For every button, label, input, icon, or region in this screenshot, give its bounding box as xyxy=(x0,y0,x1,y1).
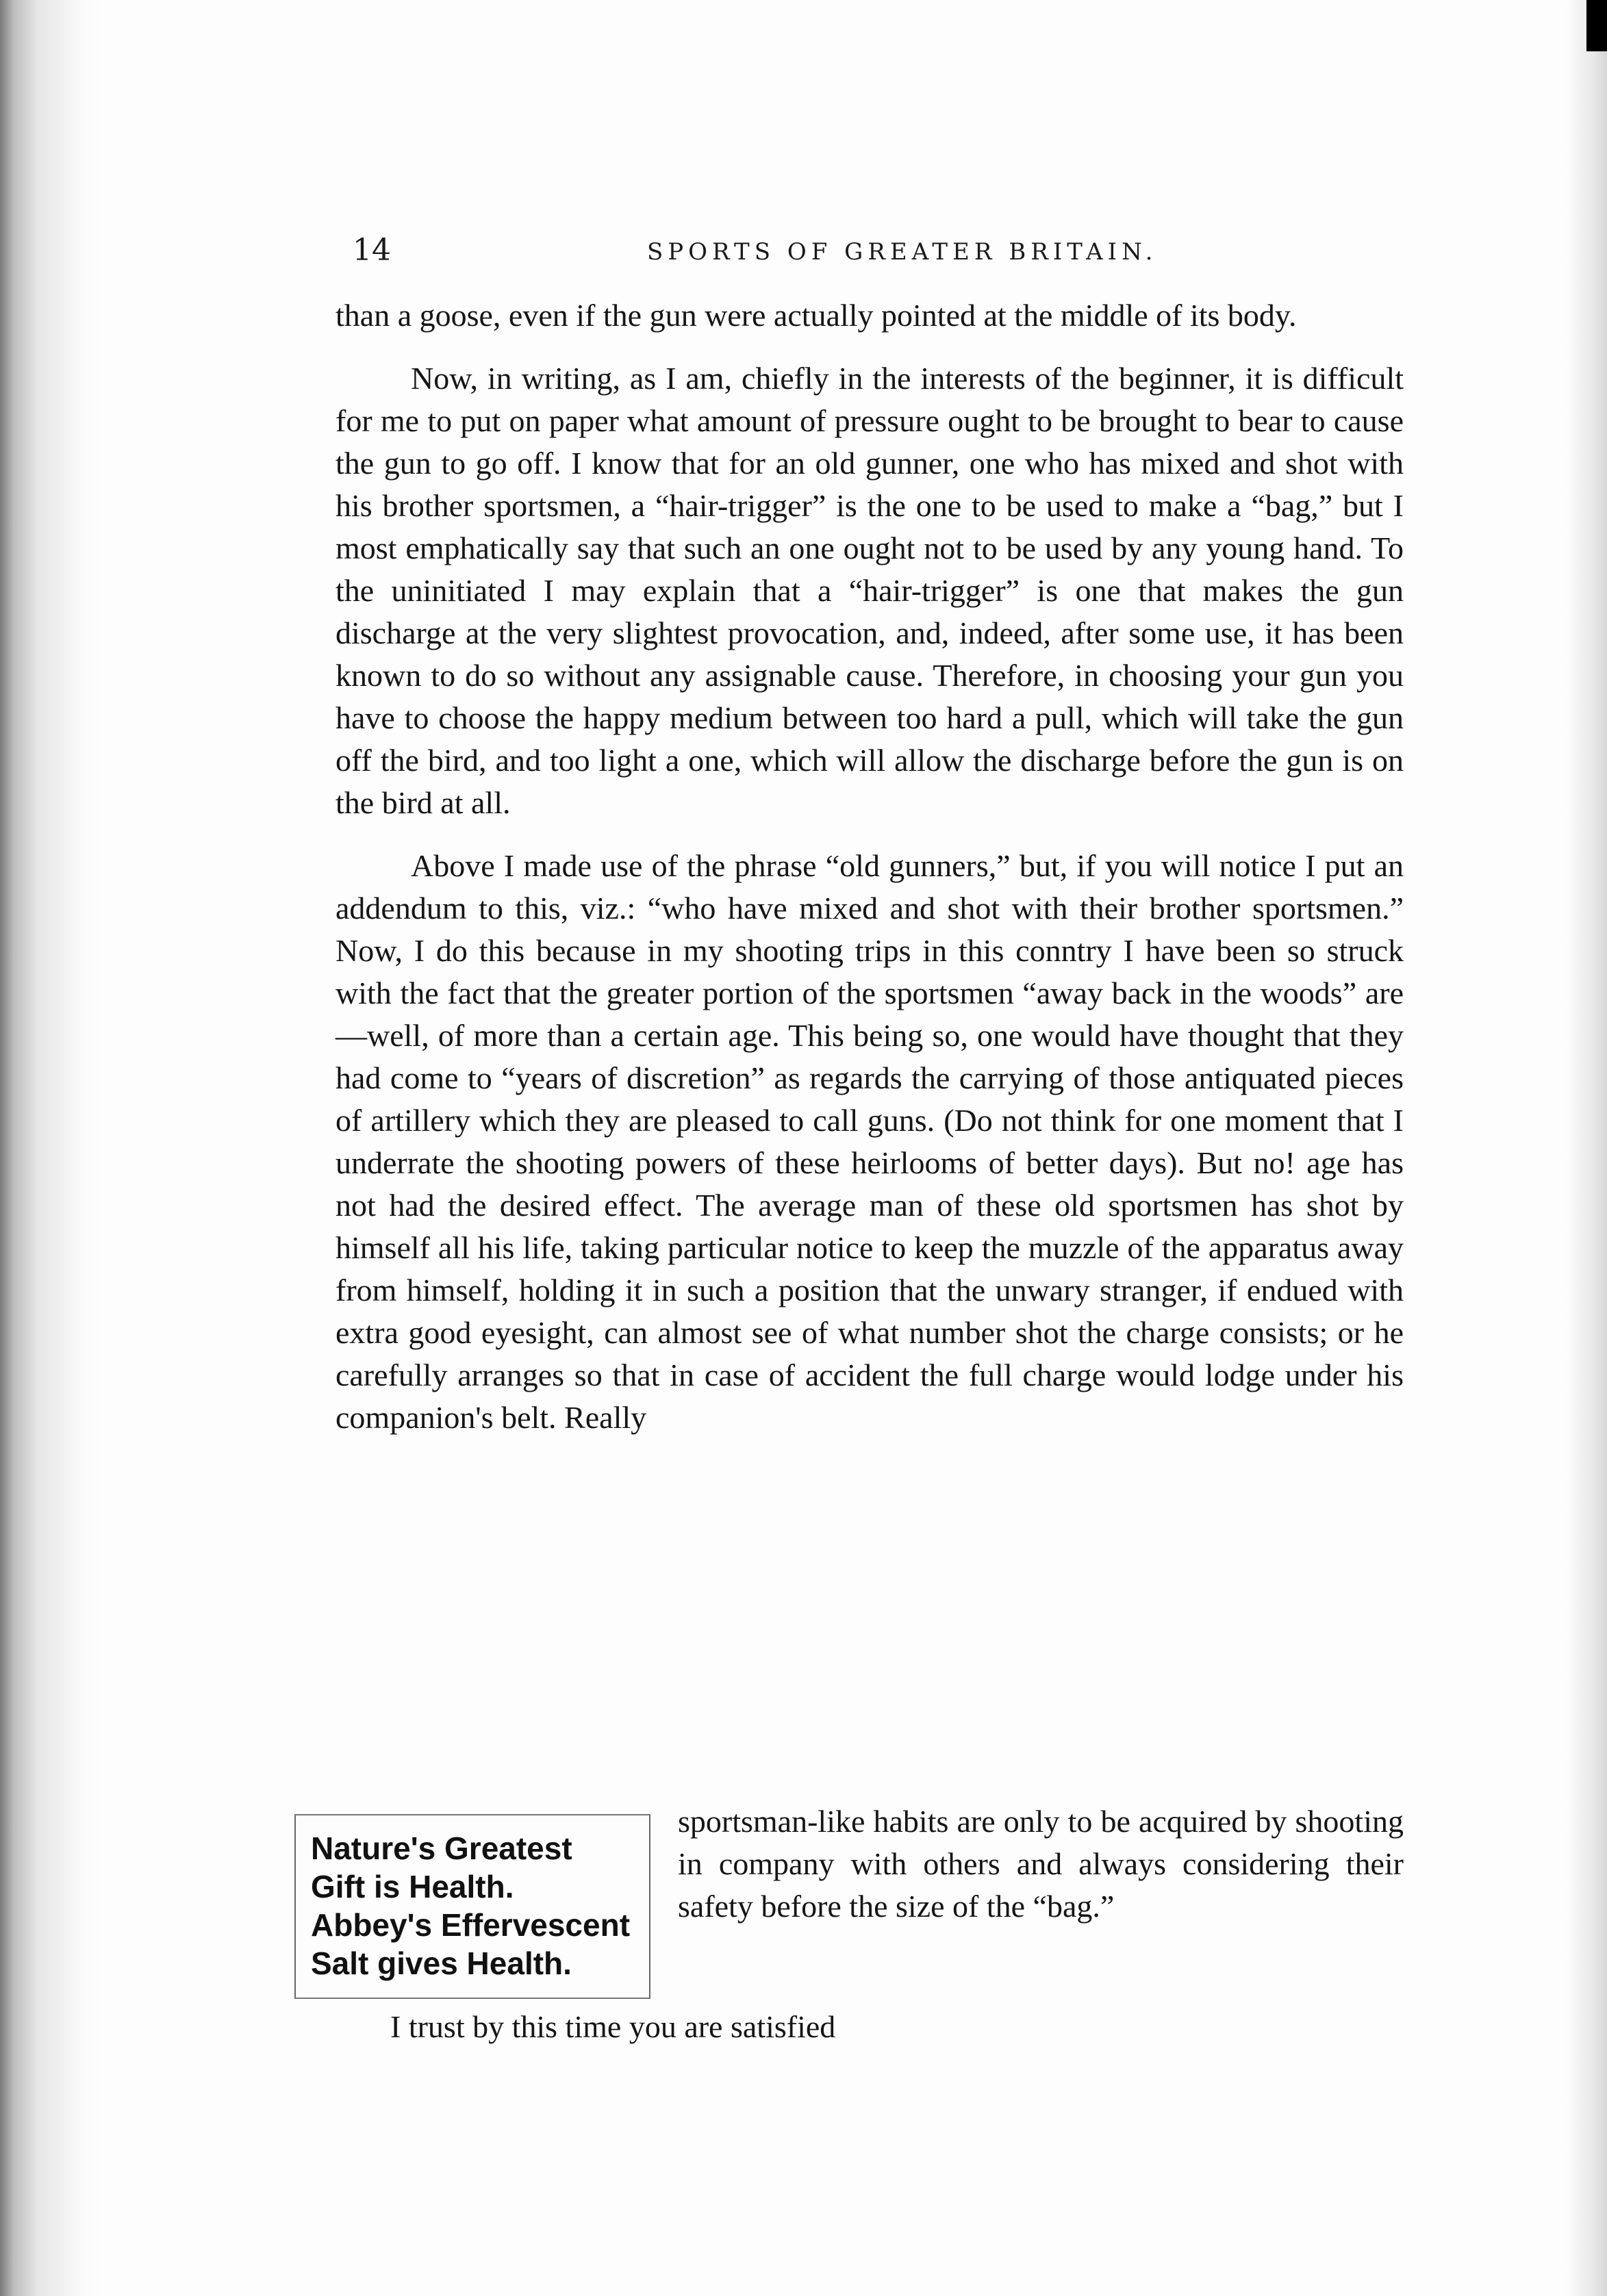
page-number: 14 xyxy=(353,233,391,268)
advertisement-box xyxy=(294,1814,650,1999)
wrapped-text xyxy=(678,1800,1404,1928)
scan-corner-mark xyxy=(1586,0,1607,51)
paragraph-old-gunners: Above I made use of the phrase “old gunners,” but, if you will notice I put an addendum to this, viz.: “who have mixed and shot with their brother sportsmen.” Now, I do this because in my shooting trips in this conntry I have been so struck with the fact that the greater portion of the sportsmen “away back in the woods” are—well, of more than a certain age. This being so, one would have thought that they had come to “years of discretion” as regards the carrying of those antiquated pieces of artillery which they are pleased to call guns. (Do not think for one moment that I underrate the shooting powers of these heirlooms of better days). But no! age has not had the desired effect. The average man of these old sportsmen has shot by himself all his life, taking particular notice to keep the muzzle of the apparatus away from himself, holding it in such a position that the unwary stranger, if endued with extra good eyesight, can almost see of what number shot the charge consists; or he carefully arranges so that in case of accident the full charge would lodge under his companion's belt. Really xyxy=(336,848,1404,1435)
ad-line-1: Nature's Greatest xyxy=(311,1831,572,1866)
ad-line-3: Abbey's Effervescent xyxy=(311,1907,631,1943)
paragraph-hair-trigger: Now, in writing, as I am, chiefly in the interests of the beginner, it is difficult for me to put on paper what amount of pressure ought to be brought to bear to cause the gun to go off. I know that for an old gunner, one who has mixed and shot with his brother sportsmen, a “hair-trigger” is the one to be used to make a “bag,” but I most emphatically say that such an one ought not to be used by any young hand. To the uninitiated I may explain that a “hair-trigger” is one that makes the gun discharge at the very slightest provocation, and, indeed, after some use, it has been known to do so without any assignable cause. Therefore, in choosing your gun you have to choose the happy medium between too hard a pull, which will take the gun off the bird, and too light a one, which will allow the discharge before the gun is on the bird at all. xyxy=(336,361,1404,820)
binding-shadow xyxy=(0,0,103,2296)
running-title: SPORTS OF GREATER BRITAIN. xyxy=(647,238,1158,266)
running-header xyxy=(353,233,1417,274)
ad-wrap-area xyxy=(311,1800,1404,2033)
paragraph-wrap-continued: sportsman-like habits are only to be acquired by shooting in company with others and always considering their safety before the size of the “bag.” xyxy=(678,1804,1404,1924)
ad-line-2: Gift is Health. xyxy=(311,1869,514,1904)
paragraph-trust-start: I trust by this time you are satisfied xyxy=(390,2009,836,2044)
ad-line-4: Salt gives Health. xyxy=(311,1946,572,1981)
page-edge xyxy=(1566,0,1607,2296)
paragraph-continued: than a goose, even if the gun were actually pointed at the middle of its body. xyxy=(336,298,1297,333)
main-text xyxy=(336,294,1404,1439)
